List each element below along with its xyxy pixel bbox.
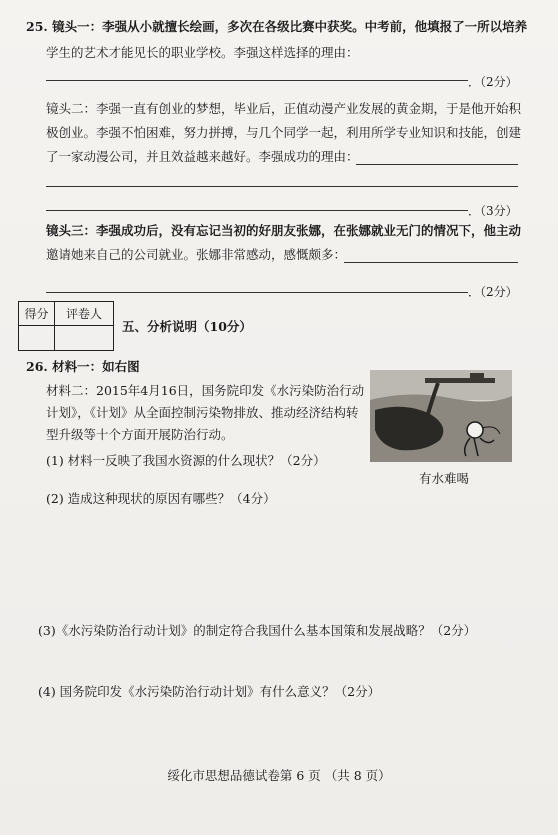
answer-line[interactable] <box>356 164 518 165</box>
q26-sub3: (3)《水污染防治行动计划》的制定符合我国什么基本国策和发展战略？（2分） <box>38 623 477 638</box>
score-table <box>18 301 114 351</box>
q26-material1: 26. 材料一：如右图 <box>26 359 140 374</box>
q26-sub2: (2) 造成这种现状的原因有哪些？（4分） <box>46 491 276 506</box>
water-pollution-cartoon <box>370 370 512 462</box>
answer-line[interactable] <box>46 210 468 211</box>
q25-shot3-line2: 邀请她来自己的公司就业。张娜非常感动，感慨颇多： <box>46 247 347 262</box>
q25-shot1-line1: 25. 镜头一：李强从小就擅长绘画，多次在各级比赛中获奖。中考前，他填报了一所以培养 <box>26 19 528 34</box>
cartoon-caption: 有水难喝 <box>419 471 470 486</box>
q25-shot1-score: ．（2分） <box>468 75 518 89</box>
q26-sub1: (1) 材料一反映了我国水资源的什么现状？（2分） <box>46 453 326 468</box>
q26-sub4: (4) 国务院印发《水污染防治行动计划》有什么意义？（2分） <box>38 684 381 699</box>
answer-line[interactable] <box>46 292 468 293</box>
grader-cell[interactable] <box>55 326 113 350</box>
q26-material2-line1: 材料二：2015年4月16日，国务院印发《水污染防治行动 <box>46 383 365 398</box>
q26-material2-line2: 计划》，《计划》从全面控制污染物排放、推动经济结构转 <box>46 405 359 420</box>
page-footer: 绥化市思想品德试卷第 6 页 （共 8 页） <box>167 768 391 783</box>
q25-shot2-line3: 了一家动漫公司，并且效益越来越好。李强成功的理由： <box>46 149 359 164</box>
q25-shot1-line2: 学生的艺术才能见长的职业学校。李强这样选择的理由： <box>46 45 359 60</box>
q26-material2-line3: 型升级等十个方面开展防治行动。 <box>46 427 234 442</box>
answer-line[interactable] <box>344 262 518 263</box>
q25-shot3-line1: 镜头三：李强成功后，没有忘记当初的好朋友张娜，在张娜就业无门的情况下，他主动 <box>46 223 522 238</box>
answer-line[interactable] <box>46 80 468 81</box>
score-cell[interactable] <box>19 326 55 350</box>
q25-shot2-line2: 极创业。李强不怕困难，努力拼搏，与几个同学一起，利用所学专业知识和技能，创建 <box>46 125 522 140</box>
section-title: 五、分析说明（10分） <box>122 319 252 334</box>
score-label: 得分 <box>19 302 55 326</box>
q25-shot2-line1: 镜头二：李强一直有创业的梦想，毕业后，正值动漫产业发展的黄金期，于是他开始积 <box>46 101 522 116</box>
grader-label: 评卷人 <box>55 302 113 326</box>
q25-shot2-score: ．（3分） <box>468 204 518 218</box>
answer-line[interactable] <box>46 186 518 187</box>
q25-shot3-score: ．（2分） <box>468 285 518 299</box>
